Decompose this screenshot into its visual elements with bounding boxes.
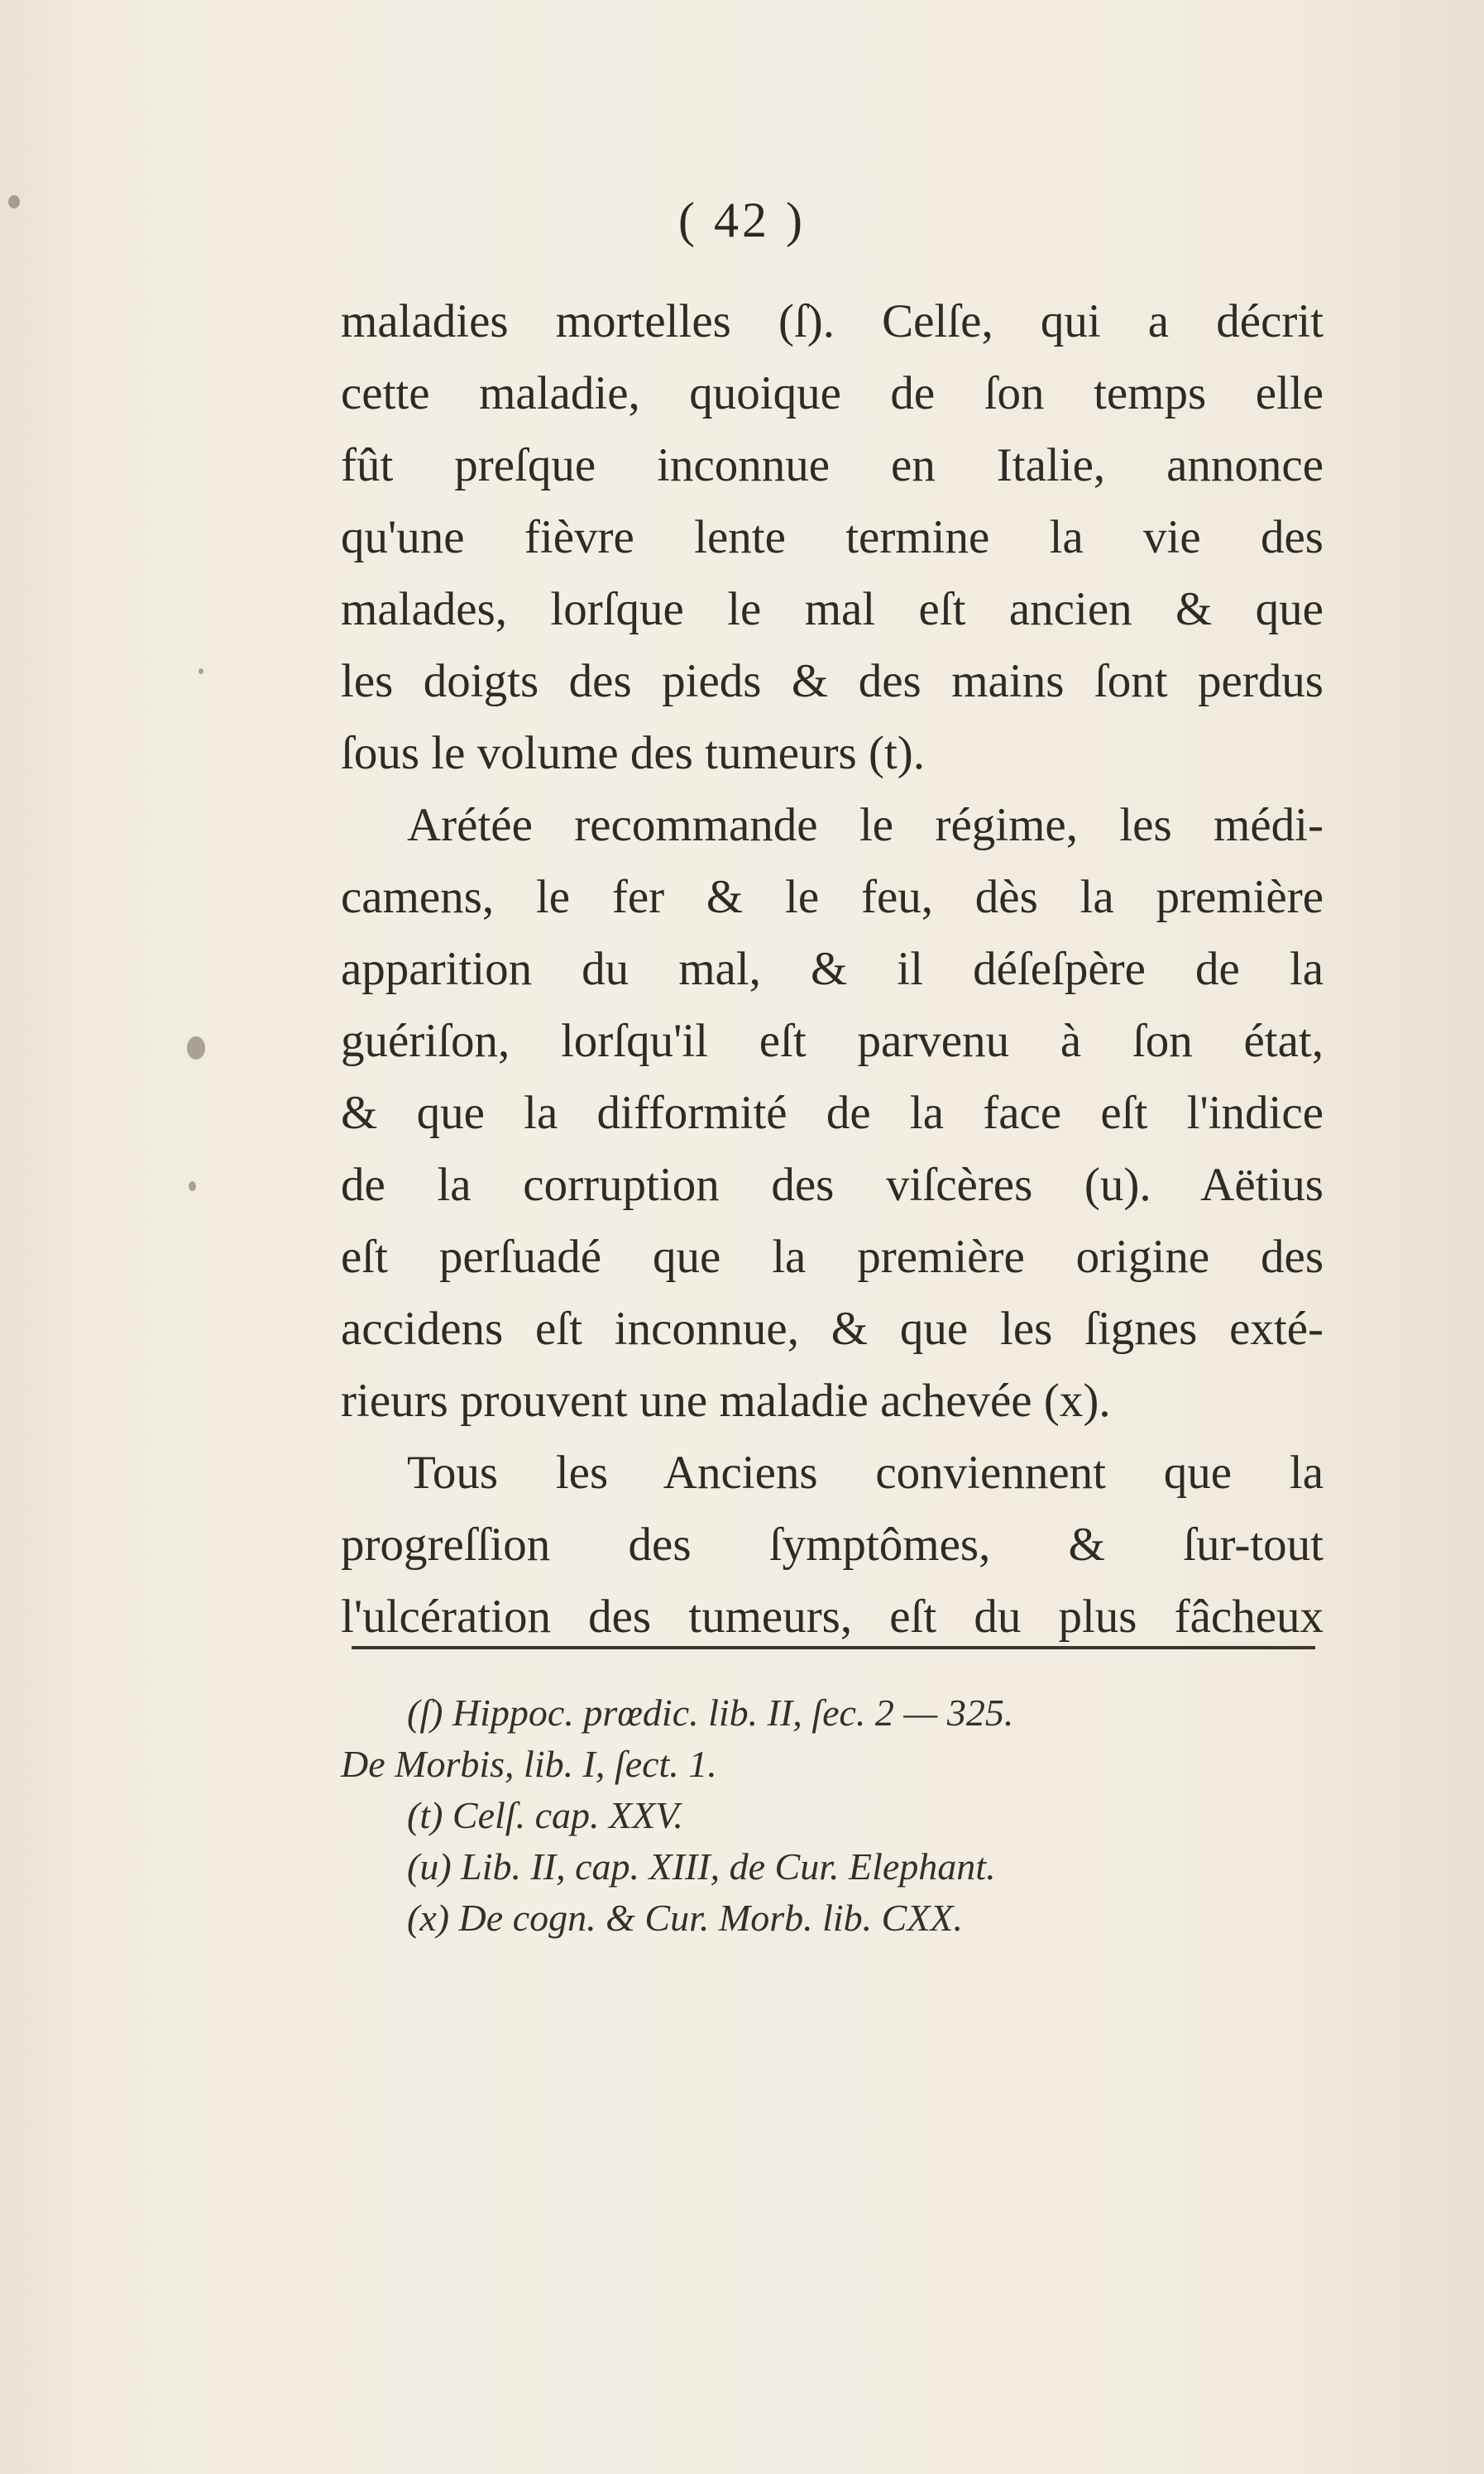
- footnote-text: (u) Lib. II, cap. XIII, de Cur. Elephant.: [407, 1845, 996, 1888]
- text-line: les doigts des pieds & des mains ſont perdus: [341, 655, 1324, 707]
- text-line: guériſon, lorſqu'il eſt parvenu à ſon état,: [341, 1015, 1324, 1067]
- main-text: [341, 285, 1324, 1653]
- footnote-text: (t) Celſ. cap. XXV.: [407, 1794, 683, 1836]
- text-line: camens, le fer & le feu, dès la première: [341, 871, 1324, 923]
- text-line: ſous le volume des tumeurs (t).: [341, 727, 926, 779]
- footnote-u: [341, 1841, 1324, 1893]
- ink-spot: [189, 1181, 196, 1191]
- paragraph-3: [341, 1437, 1324, 1653]
- ink-spot: [187, 1036, 205, 1060]
- text-line: Tous les Anciens conviennent que la: [407, 1447, 1324, 1499]
- footnote-text: (ſ) Hippoc. prœdic. lib. II, ſec. 2 — 325.: [407, 1692, 1014, 1734]
- paragraph-2: [341, 789, 1324, 1437]
- text-line: cette maladie, quoique de ſon temps elle: [341, 367, 1324, 419]
- footnotes: [341, 1687, 1324, 1944]
- text-line: fût preſque inconnue en Italie, annonce: [341, 439, 1324, 491]
- text-line: rieurs prouvent une maladie achevée (x).: [341, 1375, 1111, 1427]
- ink-spot: [199, 668, 203, 674]
- text-line: maladies mortelles (ſ). Celſe, qui a décrit: [341, 295, 1324, 347]
- paragraph-1: [341, 285, 1324, 789]
- footnote-t: [341, 1790, 1324, 1841]
- footnote-x: [341, 1893, 1324, 1944]
- text-line: & que la difformité de la face eſt l'indice: [341, 1087, 1324, 1139]
- footnote-s: [341, 1687, 1324, 1739]
- text-line: accidens eſt inconnue, & que les ſignes exté-: [341, 1303, 1324, 1355]
- text-line: eſt perſuadé que la première origine des: [341, 1231, 1324, 1283]
- text-line: Arétée recommande le régime, les médi-: [407, 799, 1324, 851]
- footnote-text: (x) De cogn. & Cur. Morb. lib. CXX.: [407, 1897, 964, 1939]
- footnote-s-continuation: [341, 1739, 1324, 1790]
- text-line: progreſſion des ſymptômes, & ſur-tout: [341, 1519, 1324, 1571]
- footnote-text: De Morbis, lib. I, ſect. 1.: [341, 1743, 717, 1785]
- text-line: l'ulcération des tumeurs, eſt du plus fâcheux: [341, 1591, 1324, 1643]
- text-line: qu'une fièvre lente termine la vie des: [341, 511, 1324, 563]
- text-line: de la corruption des viſcères (u). Aëtius: [341, 1159, 1324, 1211]
- footnote-separator-rule: [352, 1646, 1315, 1649]
- text-line: apparition du mal, & il déſeſpère de la: [341, 943, 1324, 995]
- page-number: ( 42 ): [678, 193, 806, 247]
- text-line: malades, lorſque le mal eſt ancien & que: [341, 583, 1324, 635]
